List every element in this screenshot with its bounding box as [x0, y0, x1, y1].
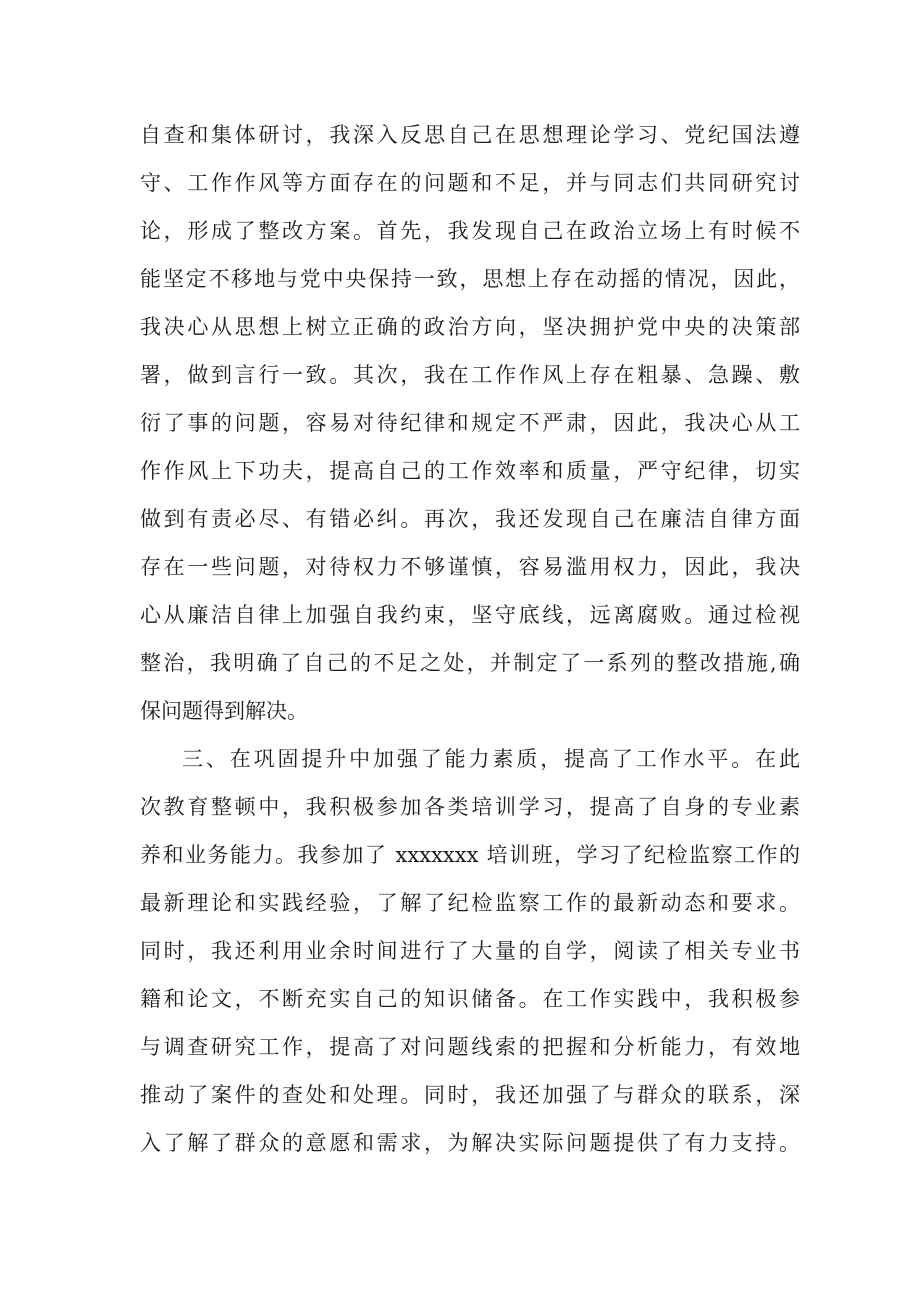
text-line: 同时，我还利用业余时间进行了大量的自学，阅读了相关专业书 [140, 939, 800, 963]
text-line: 自查和集体研讨，我深入反思自己在思想理论学习、党纪国法遵 [140, 123, 800, 147]
text-line: 我决心从思想上树立正确的政治方向，坚决拥护党中央的决策部 [140, 315, 800, 339]
paragraph-heading-line: 三、在巩固提升中加强了能力素质，提高了工作水平。在此 [182, 747, 800, 771]
text-line: 守、工作作风等方面存在的问题和不足，并与同志们共同研究讨 [140, 171, 800, 195]
text-line: 整治，我明确了自己的不足之处，并制定了一系列的整改措施,确 [140, 651, 800, 675]
text-line: 存在一些问题，对待权力不够谨慎，容易滥用权力，因此，我决 [140, 555, 800, 579]
text-line: 衍了事的问题，容易对待纪律和规定不严肃，因此，我决心从工 [140, 411, 800, 435]
text-line: 保问题得到解决。 [140, 699, 308, 723]
document-body [140, 111, 800, 1167]
text-line: 籍和论文，不断充实自己的知识储备。在工作实践中，我积极参 [140, 987, 800, 1011]
text-line: 次教育整顿中，我积极参加各类培训学习，提高了自身的专业素 [140, 795, 800, 819]
text-line: 养和业务能力。我参加了 xxxxxxx 培训班，学习了纪检监察工作的 [140, 843, 800, 867]
text-line: 论，形成了整改方案。首先，我发现自己在政治立场上有时候不 [140, 219, 800, 243]
text-line: 推动了案件的查处和处理。同时，我还加强了与群众的联系，深 [140, 1083, 800, 1107]
text-line: 能坚定不移地与党中央保持一致，思想上存在动摇的情况，因此， [140, 267, 800, 291]
text-line: 心从廉洁自律上加强自我约束，坚守底线，远离腐败。通过检视 [140, 603, 800, 627]
text-line: 与调查研究工作，提高了对问题线索的把握和分析能力，有效地 [140, 1035, 800, 1059]
text-line: 署，做到言行一致。其次，我在工作作风上存在粗暴、急躁、敷 [140, 363, 800, 387]
text-line: 最新理论和实践经验，了解了纪检监察工作的最新动态和要求。 [140, 891, 800, 915]
text-line: 入了解了群众的意愿和需求，为解决实际问题提供了有力支持。 [140, 1131, 800, 1155]
text-line: 作作风上下功夫，提高自己的工作效率和质量，严守纪律，切实 [140, 459, 800, 483]
text-line: 做到有责必尽、有错必纠。再次，我还发现自己在廉洁自律方面 [140, 507, 800, 531]
